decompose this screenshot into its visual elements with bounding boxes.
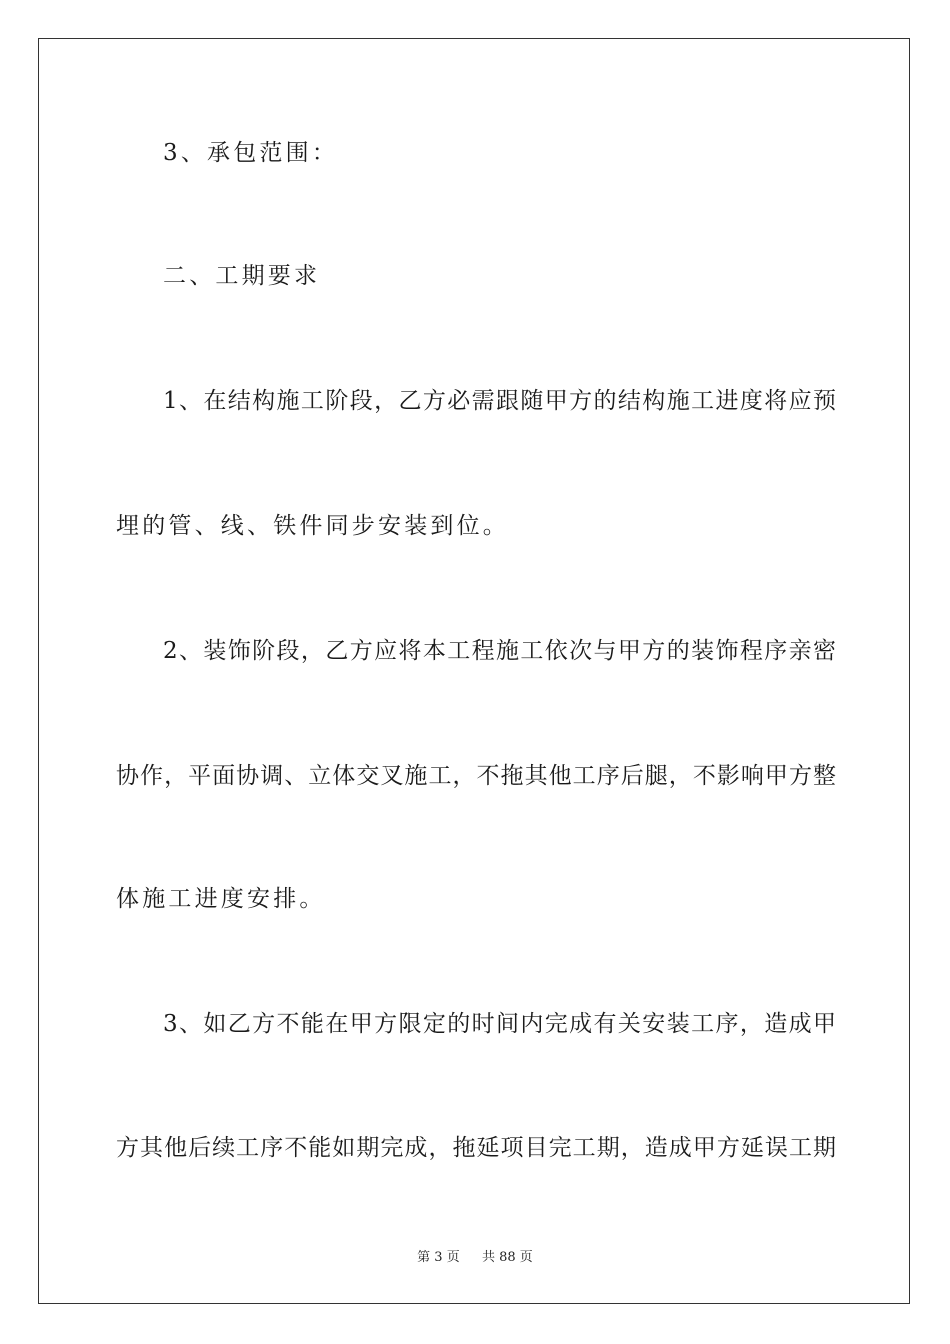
page-total: 共 88 页 xyxy=(482,1250,533,1265)
paragraph-2-line-3: 体施工进度安排。 xyxy=(116,886,326,912)
page-border xyxy=(38,38,910,1304)
section-heading-schedule: 二、工期要求 xyxy=(163,263,321,289)
page-footer xyxy=(0,1246,950,1265)
page-number: 第 3 页 xyxy=(417,1250,460,1265)
paragraph-2-line-1: 2、装饰阶段，乙方应将本工程施工依次与甲方的装饰程序亲密 xyxy=(163,638,836,664)
paragraph-1-line-2: 埋的管、线、铁件同步安装到位。 xyxy=(116,513,509,539)
paragraph-3-line-2: 方其他后续工序不能如期完成，拖延项目完工期，造成甲方延误工期 xyxy=(116,1135,836,1161)
paragraph-1-line-1: 1、在结构施工阶段，乙方必需跟随甲方的结构施工进度将应预 xyxy=(163,388,836,414)
paragraph-2-line-2: 协作，平面协调、立体交叉施工，不拖其他工序后腿，不影响甲方整 xyxy=(116,763,836,789)
clause-scope-heading: 3、承包范围： xyxy=(163,140,339,166)
paragraph-3-line-1: 3、如乙方不能在甲方限定的时间内完成有关安装工序，造成甲 xyxy=(163,1011,836,1037)
